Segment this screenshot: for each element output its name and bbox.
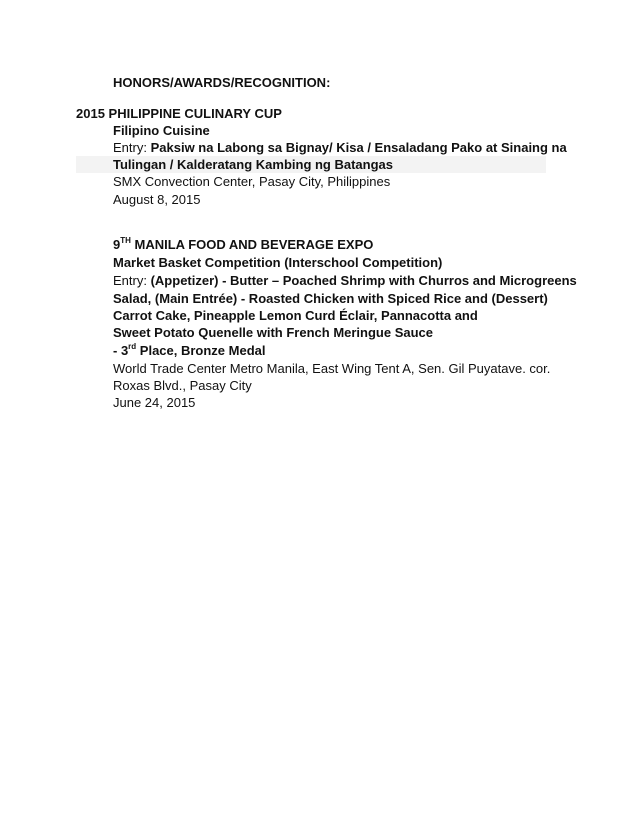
entry-label: Entry:: [113, 273, 147, 288]
entry-text: Paksiw na Labong sa Bignay/ Kisa / Ensaladang Pako at Sinaing na: [150, 140, 567, 155]
award-entry-line: Carrot Cake, Pineapple Lemon Curd Éclair, Pannacotta and: [113, 308, 478, 323]
award-entry-line: [113, 272, 577, 290]
award-venue: SMX Convection Center, Pasay City, Philippines: [113, 174, 391, 189]
award-date: June 24, 2015: [113, 395, 196, 410]
award-entry-line: [113, 139, 567, 157]
placement-text: Place, Bronze Medal: [136, 343, 266, 358]
award-entry-line: Sweet Potato Quenelle with French Meringue Sauce: [113, 325, 434, 340]
award-category: Filipino Cuisine: [113, 123, 210, 138]
award-competition: Market Basket Competition (Interschool Competition): [113, 255, 443, 270]
section-heading: HONORS/AWARDS/RECOGNITION:: [113, 75, 331, 90]
entry-label: Entry:: [113, 140, 147, 155]
award-title: 2015 PHILIPPINE CULINARY CUP: [76, 106, 282, 121]
title-text: MANILA FOOD AND BEVERAGE EXPO: [130, 237, 374, 252]
placement-superscript: rd: [128, 341, 137, 351]
award-entry-line: Tulingan / Kalderatang Kambing ng Batangas: [113, 157, 394, 172]
award-venue: World Trade Center Metro Manila, East Wing Tent A, Sen. Gil Puyatave. cor.: [113, 361, 551, 376]
title-number: 9: [113, 237, 121, 252]
entry-text: (Appetizer) - Butter – Poached Shrimp with Churros and Microgreens: [150, 273, 577, 288]
title-superscript: TH: [120, 235, 131, 245]
award-placement: [113, 342, 266, 360]
award-date: August 8, 2015: [113, 192, 201, 207]
award-entry-line: Salad, (Main Entrée) - Roasted Chicken with Spiced Rice and (Dessert): [113, 291, 548, 306]
award-title: [113, 236, 373, 254]
award-venue: Roxas Blvd., Pasay City: [113, 378, 252, 393]
placement-prefix: - 3: [113, 343, 129, 358]
